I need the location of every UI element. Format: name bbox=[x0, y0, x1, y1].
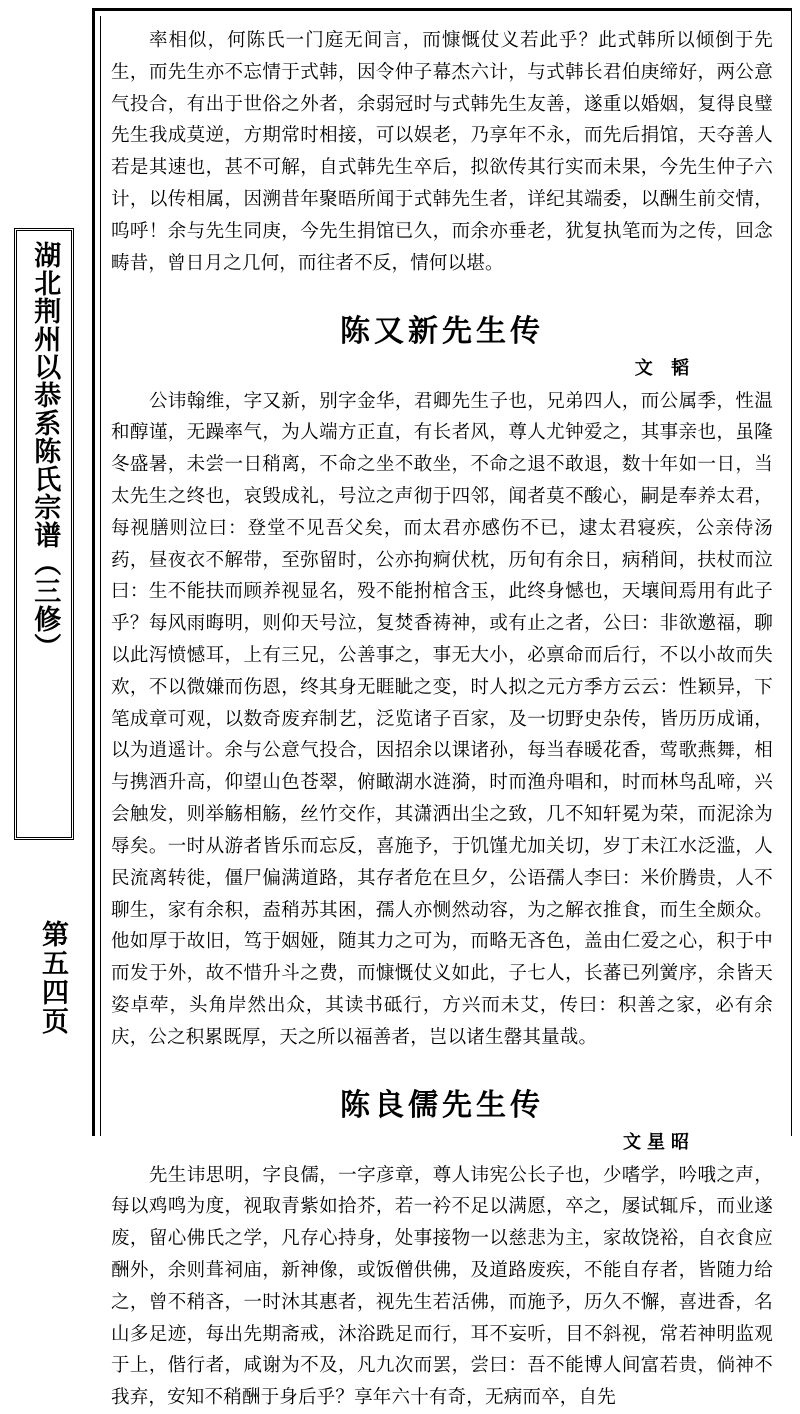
opening-paragraph: 率相似，何陈氏一门庭无间言，而慷慨仗义若此乎？此式韩所以倾倒于先生，而先生亦不忘情于式韩，因令仲子幕杰六计，与式韩长君伯庚缔好，两公意气投合，有出于世俗之外者，余弱冠时与式韩先生友善，遂重以婚姻，复得良璧先生我成莫逆，方期常时相接，可以娱老，乃享年不永，而先后捐馆，天夺善人若是其速也，甚不可解，自式韩先生卒后，拟欲传其行实而未果，今先生仲子六计，以传相属，因溯昔年聚晤所闻于式韩先生者，详纪其端委，以酬生前交情，呜呼！余与先生同庚，今先生捐馆已久，而余亦垂老，犹复执笔而为之传，回念畴昔，曾日月之几何，而往者不反，情何以堪。 bbox=[111, 30, 773, 274]
section-author-1: 文 韬 bbox=[634, 357, 695, 379]
spine-title-box bbox=[14, 228, 74, 840]
section-title-1: 陈又新先生传 bbox=[340, 313, 544, 349]
text-frame bbox=[92, 8, 792, 1409]
left-margin-column bbox=[0, 0, 92, 1141]
section-body-1: 公讳翰维，字又新，别字金华，君卿先生子也，兄弟四人，而公属季，性温和醇谨，无躁率气，为人端方正直，有长者风，尊人尤钟爱之，其事亲也，虽隆冬盛暑，未尝一日稍离，不命之坐不敢坐，不命之退不敢退，数十年如一日，当太先生之终也，哀毁成礼，号泣之声彻于四邻，闻者莫不酸心，嗣是奉养太君，每视膳则泣曰：登堂不见吾父矣，而太君亦感伤不已，逮太君寝疾，公亲侍汤药，昼夜衣不解带，至弥留时，公亦拘痾伏枕，历旬有余日，病稍间，扶杖而泣曰：生不能扶而顾养视显名，殁不能拊棺含玉，此终身憾也，天壤间焉用有此子乎？每风雨晦明，则仰天号泣，复焚香祷神，或有止之者，公曰：非欲邀福，聊以此泻愤憾耳，上有三兄，公善事之，事无大小，必禀命而后行，不以小故而失欢，不以微嫌而伤恩，终其身无睚眦之变，时人拟之元方季方云云：性颖异，下笔成章可观，以数奇废弃制艺，泛览诸子百家，及一切野史杂传，皆历历成诵，以为逍遥计。余与公意气投合，因招余以课诸孙，每当春暖花香，莺歌燕舞，相与携酒升高，仰望山色苍翠，俯瞰湖水涟漪，时而渔舟唱和，时而林鸟乱啼，兴会触发，则举觞相觞，丝竹交作，其潇洒出尘之致，几不知轩冕为荣，而泥涂为辱矣。一时从游者皆乐而忘反，喜施予，于饥馑尤加关切，岁丁未江水泛滥，人民流离转徙，僵尸偏满道路，其存者危在旦夕，公语孺人李曰：米价腾贵，人不聊生，家有余积，盍稍苏其困，孺人亦恻然动容，为之解衣推食，而生全颇众。他如厚于故旧，笃于姻娅，随其力之可为，而略无吝色，盖由仁爱之心，积于中而发于外，故不惜升斗之费，而慷慨仗义如此，子七人，长蕃已列黉序，余皆天姿卓荦，头角岸然出众，其读书砥行，方兴而未艾，传曰：积善之家，必有余庆，公之积累既厚，天之所以福善者，岂以诸生罄其量哉。 bbox=[111, 390, 773, 1048]
spine-title-text: 湖北荆州以恭系陈氏宗谱（三修） bbox=[29, 241, 61, 661]
section-body-2: 先生讳思明，字良儒，一字彦章，尊人讳宪公长子也，少嗜学，吟哦之声，每以鸡鸣为度，视取青紫如拾芥，若一衿不足以满愿，卒之，屡试辄斥，而业遂废，留心佛氏之学，凡存心持身，处事接物一以慈悲为主，家故饶裕，自衣食应酬外，余则葺祠庙，新神像，或饭僧供佛，及道路废疾，不能自存者，皆随力给之，曾不稍吝，一时沐其惠者，视先生若活佛，而施予，历久不懈，喜进香，名山多足迹，每出先期斋戒，沐浴跣足而行，耳不妄听，目不斜视，常若神明监观于上，偕行者，咸谢为不及，凡九次而罢，尝曰：吾不能博人间富若贵，倘神不我弃，安知不稍酬于身后乎？享年六十有奇，无病而卒，自先 bbox=[111, 1164, 773, 1409]
section-title-2: 陈良儒先生传 bbox=[340, 1087, 544, 1123]
page-number: 第五四页 bbox=[37, 920, 68, 1036]
section-author-2: 文星昭 bbox=[623, 1131, 695, 1153]
